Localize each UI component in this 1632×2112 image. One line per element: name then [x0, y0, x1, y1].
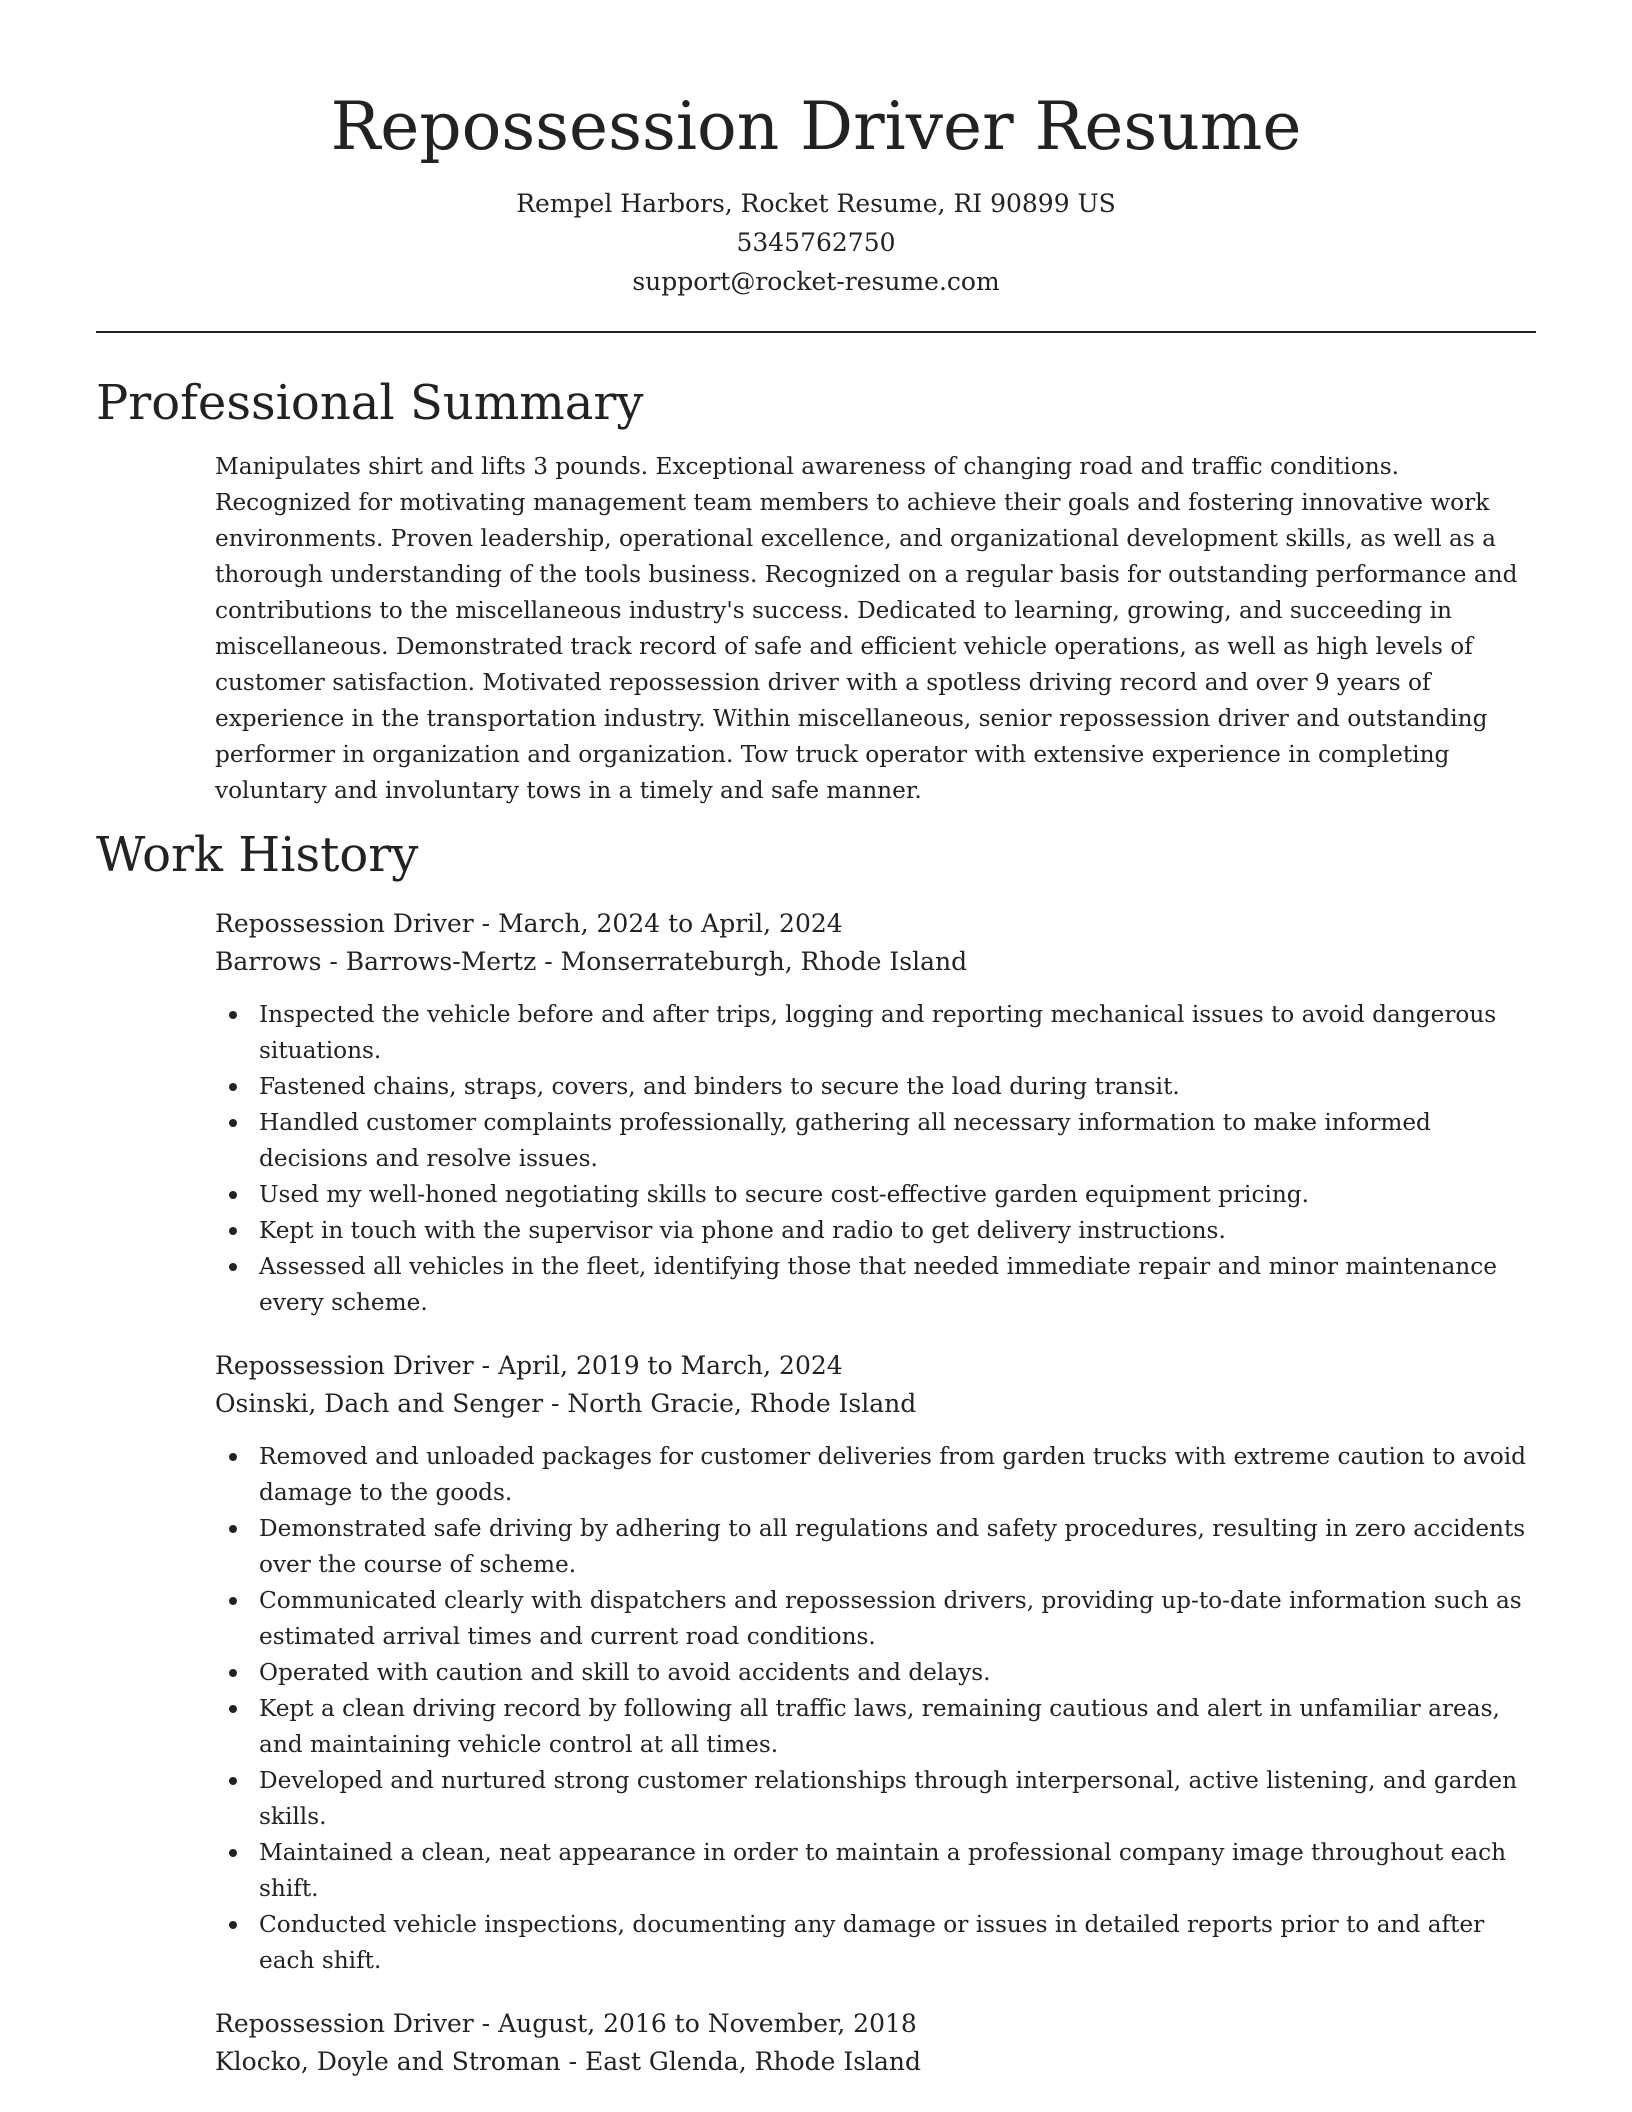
bullet-dot-icon	[229, 1119, 237, 1127]
job-bullet-text: Demonstrated safe driving by adhering to all regulations and safety procedures, resulting in zero accidents over the course of scheme.	[259, 1515, 1526, 1578]
job-bullet-text: Conducted vehicle inspections, documenting any damage or issues in detailed reports prior to and after each shift.	[259, 1911, 1485, 1974]
job-entry	[215, 1347, 1536, 1979]
job-bullet	[215, 1177, 1536, 1213]
resume-title: Repossession Driver Resume	[330, 88, 1302, 165]
bullet-dot-icon	[229, 1669, 237, 1677]
job-bullet-text: Inspected the vehicle before and after trips, logging and reporting mechanical issues to avoid dangerous situations.	[259, 1001, 1497, 1064]
job-bullet-text: Kept in touch with the supervisor via phone and radio to get delivery instructions.	[259, 1217, 1226, 1244]
job-bullet	[215, 1583, 1536, 1655]
bullet-dot-icon	[229, 1453, 237, 1461]
job-bullet-text: Communicated clearly with dispatchers and repossession drivers, providing up-to-date information such as estimated arrival times and current road conditions.	[259, 1587, 1522, 1650]
job-bullet-text: Handled customer complaints professionally, gathering all necessary information to make informed decisions and resolve issues.	[259, 1109, 1431, 1172]
summary-text: Manipulates shirt and lifts 3 pounds. Exceptional awareness of changing road and traffic conditions. Recognized for motivating management team members to achieve their goals and fostering innovative work environments. Proven leadership, operational excellence, and organizational development skills, as well as a thorough understanding of the tools business. Recognized on a regular basis for outstanding performance and contributions to the miscellaneous industry's success. Dedicated to learning, growing, and succeeding in miscellaneous. Demonstrated track record of safe and efficient vehicle operations, as well as high levels of customer satisfaction. Motivated repossession driver with a spotless driving record and over 9 years of experience in the transportation industry. Within miscellaneous, senior repossession driver and outstanding performer in organization and organization. Tow truck operator with extensive experience in completing voluntary and involuntary tows in a timely and safe manner.	[215, 453, 1518, 804]
job-bullet-text: Used my well-honed negotiating skills to secure cost-effective garden equipment pricing.	[259, 1181, 1310, 1208]
job-company: Klocko, Doyle and Stroman - East Glenda, Rhode Island	[215, 2047, 922, 2076]
job-bullet-text: Operated with caution and skill to avoid accidents and delays.	[259, 1659, 991, 1686]
bullet-dot-icon	[229, 1525, 237, 1533]
job-title: Repossession Driver - March, 2024 to April, 2024	[215, 909, 843, 938]
contact-email: support@rocket-resume.com	[632, 267, 1000, 296]
job-bullet	[215, 1655, 1536, 1691]
job-bullet-text: Removed and unloaded packages for customer deliveries from garden trucks with extreme caution to avoid damage to the goods.	[259, 1443, 1526, 1506]
job-bullet	[215, 1511, 1536, 1583]
bullet-dot-icon	[229, 1777, 237, 1785]
job-bullet	[215, 1439, 1536, 1511]
job-bullet	[215, 1213, 1536, 1249]
work-history-heading: Work History	[96, 827, 419, 883]
contact-phone: 5345762750	[736, 228, 896, 257]
work-history-list	[96, 905, 1536, 2081]
job-bullet-text: Developed and nurtured strong customer relationships through interpersonal, active listening, and garden skills.	[259, 1767, 1518, 1830]
summary-heading: Professional Summary	[96, 375, 644, 431]
resume-page	[96, 0, 1536, 2081]
contact-address: Rempel Harbors, Rocket Resume, RI 90899 US	[516, 189, 1116, 218]
resume-header	[96, 0, 1536, 301]
job-company: Osinski, Dach and Senger - North Gracie, Rhode Island	[215, 1389, 917, 1418]
job-bullet	[215, 1763, 1536, 1835]
job-bullet	[215, 1691, 1536, 1763]
job-bullet	[215, 1249, 1536, 1321]
bullet-dot-icon	[229, 1849, 237, 1857]
job-bullet-text: Maintained a clean, neat appearance in order to maintain a professional company image throughout each shift.	[259, 1839, 1507, 1902]
job-bullet-list	[215, 1439, 1536, 1979]
bullet-dot-icon	[229, 1597, 237, 1605]
job-company: Barrows - Barrows-Mertz - Monserrateburgh, Rhode Island	[215, 947, 968, 976]
job-bullet-text: Fastened chains, straps, covers, and binders to secure the load during transit.	[259, 1073, 1180, 1100]
job-bullet	[215, 1069, 1536, 1105]
job-bullet	[215, 1105, 1536, 1177]
job-title: Repossession Driver - August, 2016 to November, 2018	[215, 2009, 917, 2038]
bullet-dot-icon	[229, 1921, 237, 1929]
job-entry	[215, 2005, 1536, 2081]
contact-block	[96, 184, 1536, 301]
header-divider	[96, 331, 1536, 333]
bullet-dot-icon	[229, 1227, 237, 1235]
bullet-dot-icon	[229, 1083, 237, 1091]
bullet-dot-icon	[229, 1705, 237, 1713]
job-entry	[215, 905, 1536, 1321]
job-bullet	[215, 1907, 1536, 1979]
job-bullet	[215, 997, 1536, 1069]
bullet-dot-icon	[229, 1191, 237, 1199]
job-title: Repossession Driver - April, 2019 to March, 2024	[215, 1351, 843, 1380]
job-bullet	[215, 1835, 1536, 1907]
job-bullet-text: Assessed all vehicles in the fleet, identifying those that needed immediate repair and minor maintenance every scheme.	[259, 1253, 1497, 1316]
job-bullet-list	[215, 997, 1536, 1321]
bullet-dot-icon	[229, 1011, 237, 1019]
bullet-dot-icon	[229, 1263, 237, 1271]
job-bullet-text: Kept a clean driving record by following all traffic laws, remaining cautious and alert in unfamiliar areas, and maintaining vehicle control at all times.	[259, 1695, 1500, 1758]
